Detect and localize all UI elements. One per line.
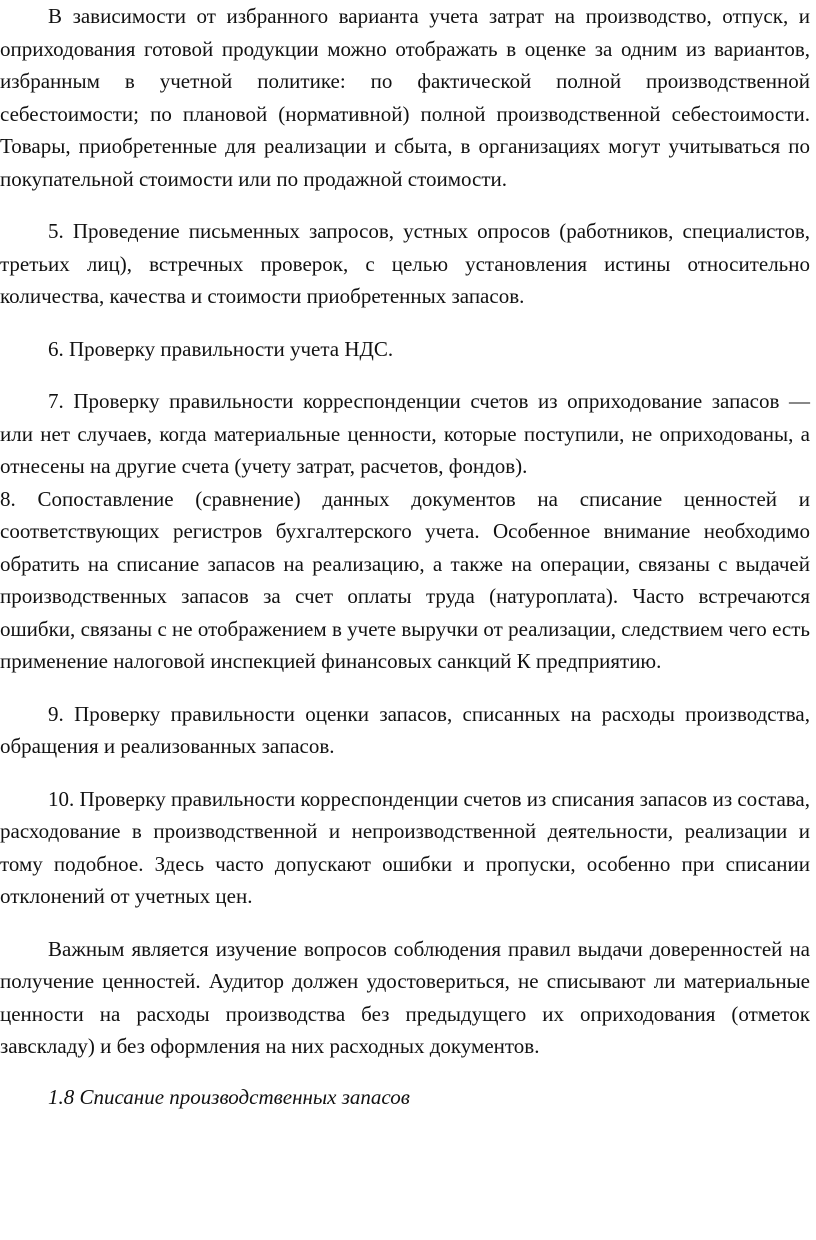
paragraph-item-6: 6. Проверку правильности учета НДС. [48, 336, 394, 361]
paragraph-valuation: В зависимости от избранного варианта учета затрат на производство, отпуск, и оприходования готовой продукции можно отображать в оценке за одним из вариантов, избранным в учетной политике: по фактической полной производственной себестоимости; по плановой (нормативной) полной производственной себестоимости. Товары, приобретенные для реализации и сбыта, в организациях могут учитываться по покупательной стоимости или по продажной стоимости. [0, 4, 810, 191]
paragraph-item-7: 7. Проверку правильности корреспонденции счетов из оприходование запасов — или нет случаев, когда материальные ценности, которые поступили, не оприходованы, а отнесены на другие счета (учету затрат, расчетов, фондов). [0, 389, 810, 478]
section-heading: 1.8 Списание производственных запасов [48, 1084, 410, 1109]
paragraph-power-of-attorney: Важным является изучение вопросов соблюдения правил выдачи доверенностей на получение ценностей. Аудитор должен удостовериться, не списывают ли материальные ценности на расходы производства без предыдущего их оприходования (отметок завскладу) и без оформления на них расходных документов. [0, 936, 810, 1058]
paragraph-item-8: 8. Сопоставление (сравнение) данных документов на списание ценностей и соответствующих регистров бухгалтерского учета. Особенное внимание необходимо обратить на списание запасов на реализацию, а также на операции, связаны с выдачей производственных запасов за счет оплаты труда (натуроплата). Часто встречаются ошибки, связаны с не отображением в учете выручки от реализации, следствием чего есть применение налоговой инспекцией финансовых санкций К предприятию. [0, 486, 810, 673]
paragraph-item-10: 10. Проверку правильности корреспонденции счетов из списания запасов из состава, расходование в производственной и непроизводственной деятельности, реализации и тому подобное. Здесь часто допускают ошибки и пропуски, особенно при списании отклонений от учетных цен. [0, 786, 810, 908]
paragraph-item-5: 5. Проведение письменных запросов, устных опросов (работников, специалистов, третьих лиц), встречных проверок, с целью установления истины относительно количества, качества и стоимости приобретенных запасов. [0, 219, 810, 308]
paragraph-item-9: 9. Проверку правильности оценки запасов, списанных на расходы производства, обращения и реализованных запасов. [0, 701, 810, 758]
